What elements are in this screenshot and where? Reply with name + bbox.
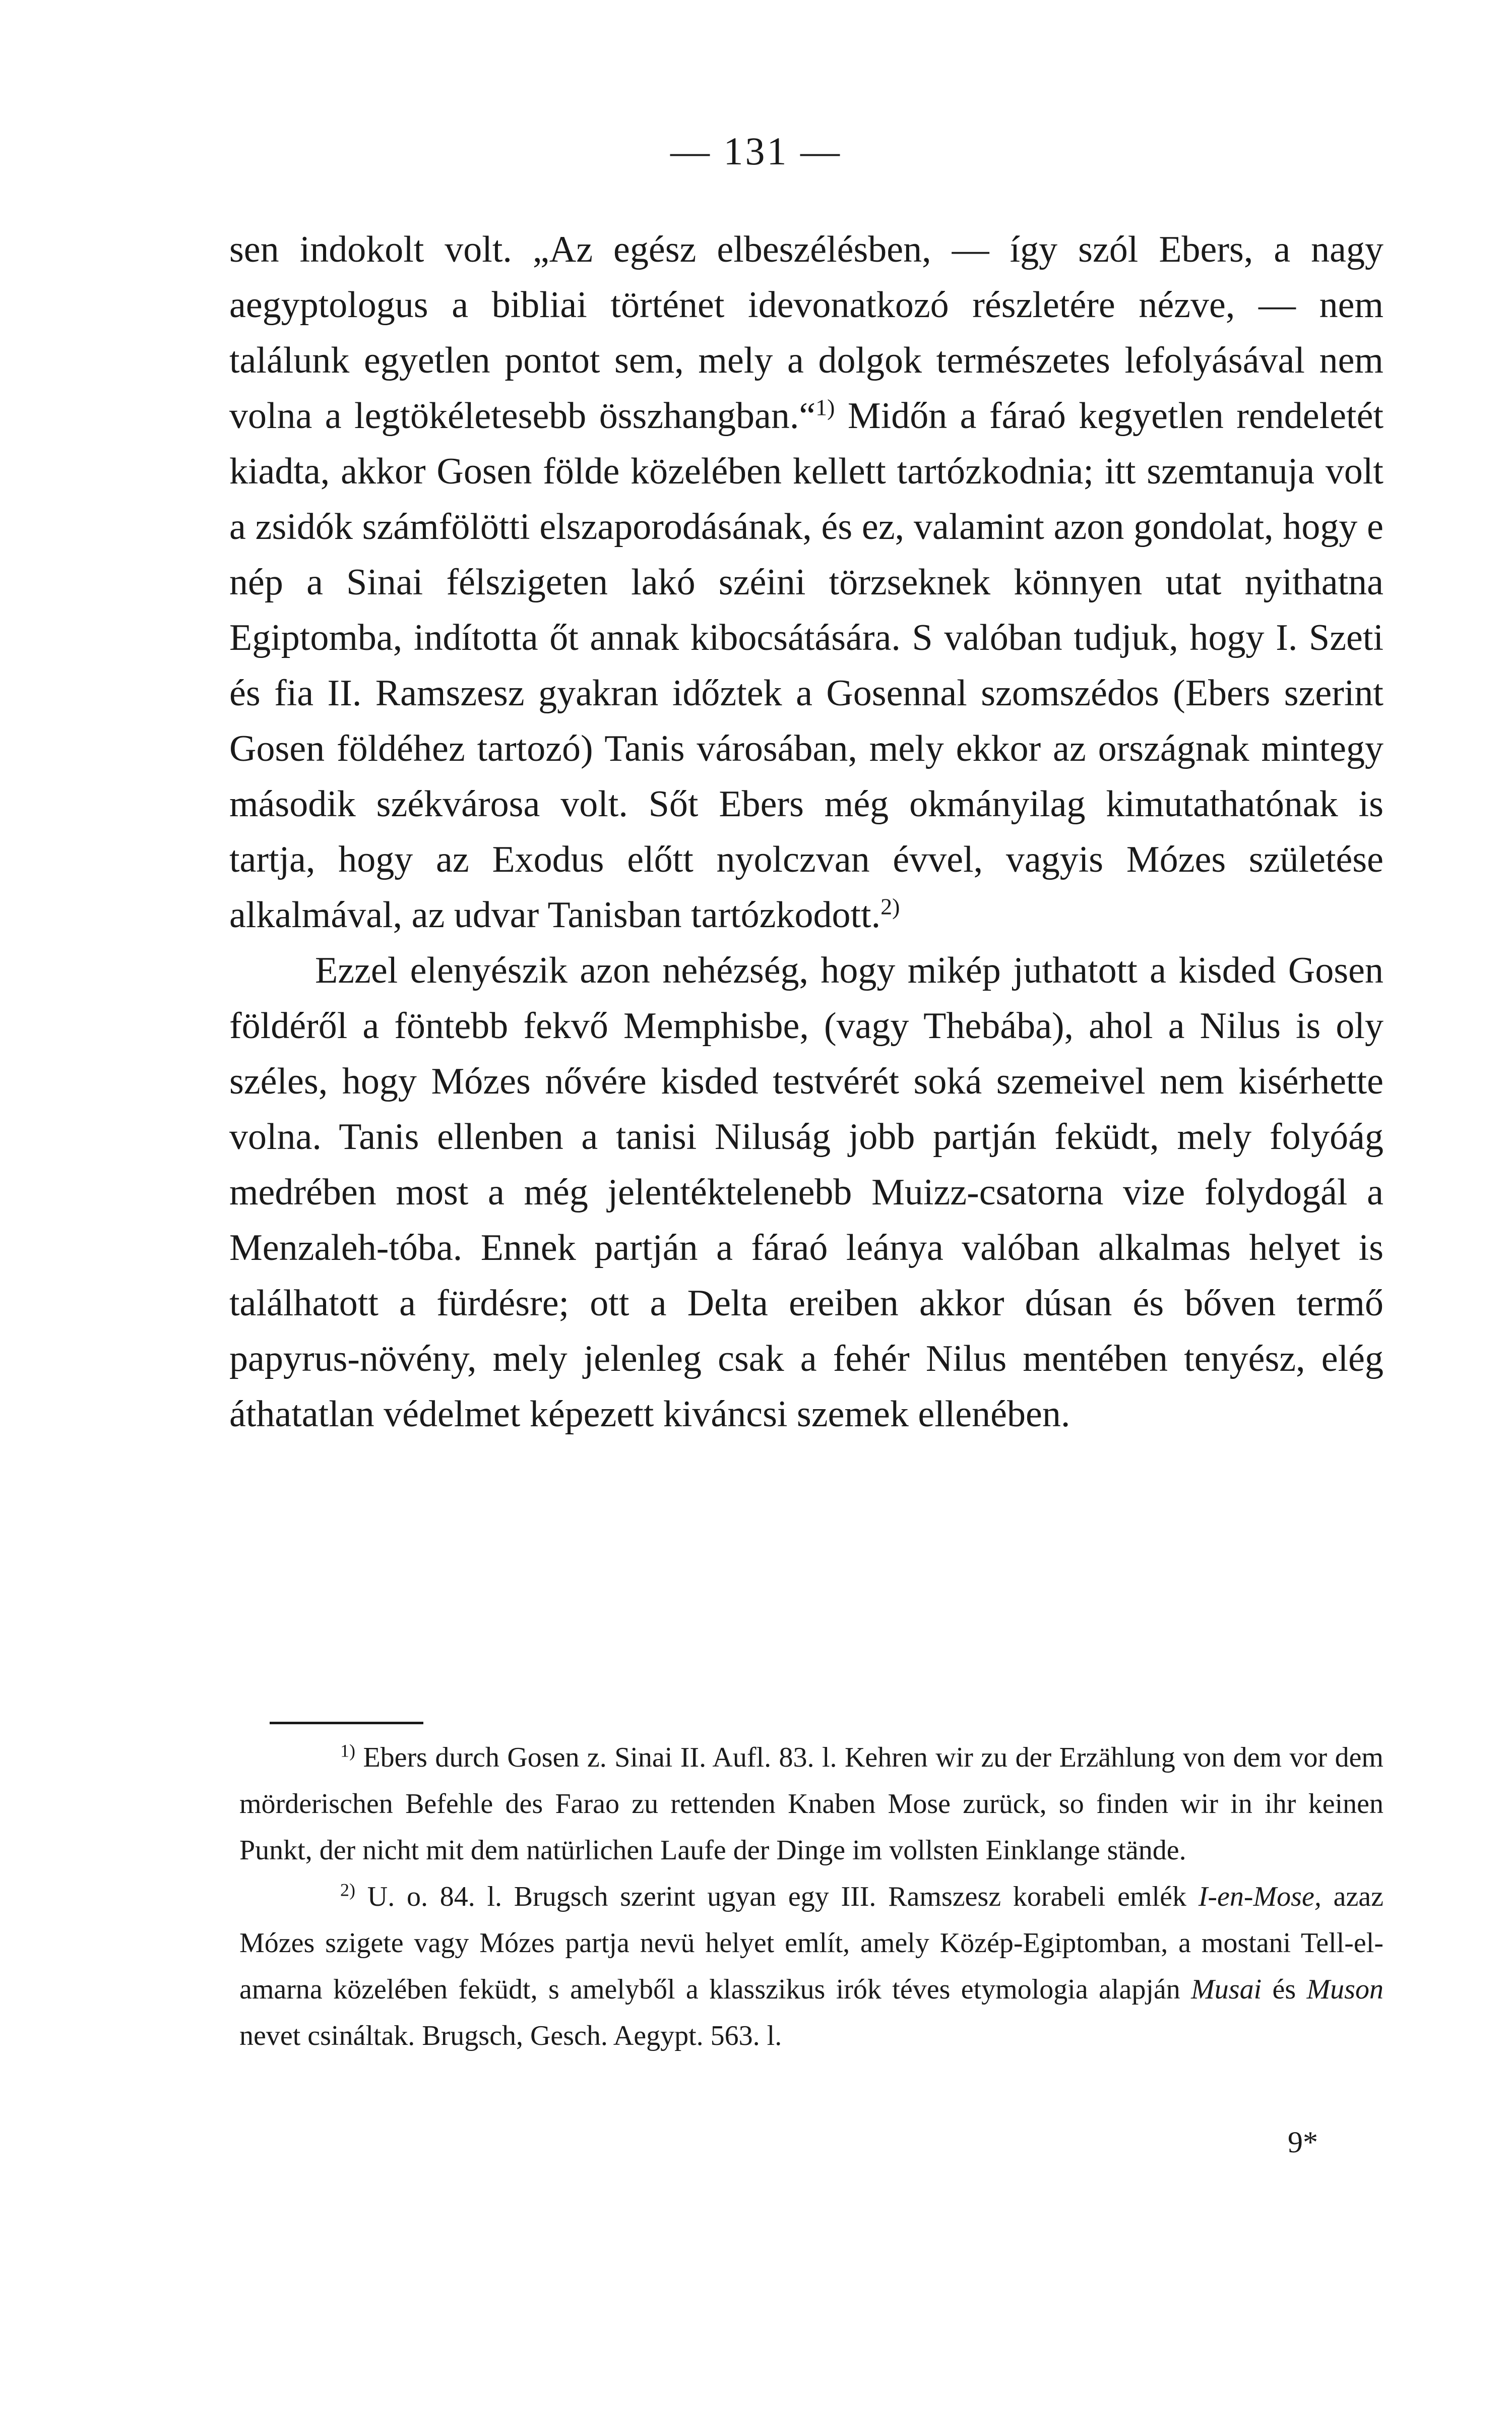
page-number: — 131 — xyxy=(670,129,842,173)
footnote-1-mark: 1) xyxy=(340,1740,355,1761)
signature-mark: 9* xyxy=(1288,2126,1318,2159)
main-text xyxy=(229,222,1383,1442)
footnote-2-mark: 2) xyxy=(340,1880,355,1900)
paragraph-1-part-a: sen indokolt volt. „Az egész elbeszélésben, — így szól Ebers, a nagy aegyptologus a bibliai történet idevonatkozó részletére nézve, — nem találunk egyetlen pontot sem, mely a dolgok természetes lefolyásával nem volna a legtökéletesebb összhangban.“ xyxy=(229,229,1383,437)
footnote-2-italic-a: I-en-Mose, xyxy=(1198,1881,1321,1912)
footnote-2-text-c: és xyxy=(1262,1974,1307,2005)
paragraph-2: Ezzel elenyészik azon nehézség, hogy mikép juthatott a kisded Gosen földéről a föntebb fekvő Memphisbe, (vagy Thebába), ahol a Nilus is oly széles, hogy Mózes nővére kisded testvérét soká szemeivel nem kisérhette volna. Tanis ellenben a tanisi Niluság jobb partján feküdt, mely folyóág medrében most a még jelentéktelenebb Muizz-csatorna vize folydogál a Menzaleh-tóba. Ennek partján a fáraó leánya valóban alkalmas helyet is találhatott a fürdésre; ott a Delta ereiben akkor dúsan és bőven termő papyrus-növény, mely jelenleg csak a fehér Nilus mentében tenyész, elég áthatatlan védelmet képezett kiváncsi szemek ellenében. xyxy=(229,950,1383,1435)
footnote-2-text-a: U. o. 84. l. Brugsch szerint ugyan egy III. Ramszesz korabeli emlék xyxy=(355,1881,1199,1912)
footnotes xyxy=(239,1734,1383,2059)
footnote-1 xyxy=(239,1734,1383,1873)
footnote-2-text-d: nevet csináltak. Brugsch, Gesch. Aegypt. 563. l. xyxy=(239,2020,782,2051)
paragraph-1 xyxy=(229,222,1383,943)
footnote-1-text: Ebers durch Gosen z. Sinai II. Aufl. 83. l. Kehren wir zu der Erzählung von dem vor dem mörderischen Befehle des Farao zu rettenden Knaben Mose zurück, so finden wir in ihr keinen Punkt, der nicht mit dem natürlichen Laufe der Dinge im vollsten Einklange stände. xyxy=(239,1742,1383,1866)
footnote-2-text-b: azaz Mózes szigete vagy Mózes partja nevü helyet említ, amely Közép-Egiptomban, a mostani Tell-el-amarna közelében feküdt, s amelyből a klasszikus irók téves etymologia alapján xyxy=(239,1881,1384,2005)
paragraph-1-part-b: Midőn a fáraó kegyetlen rendeletét kiadta, akkor Gosen földe közelében kellett tartózkodnia; itt szemtanuja volt a zsidók számfölötti elszaporodásának, és ez, valamint azon gondolat, hogy e nép a Sinai félszigeten lakó széini törzseknek könnyen utat nyithatna Egiptomba, indította őt annak kibocsátására. S valóban tudjuk, hogy I. Szeti és fia II. Ramszesz gyakran időztek a Gosennal szomszédos (Ebers szerint Gosen földéhez tartozó) Tanis városában, mely ekkor az országnak mintegy második székvárosa volt. Sőt Ebers még okmányilag kimutathatónak is tartja, hogy az Exodus előtt nyolczvan évvel, vagyis Mózes születése alkalmával, az udvar Tanisban tartózkodott. xyxy=(229,395,1384,936)
footnote-2-italic-b: Musai xyxy=(1191,1974,1262,2005)
footnote-divider xyxy=(270,1722,423,1724)
footnote-ref-2: 2) xyxy=(880,893,900,920)
footnote-ref-1: 1) xyxy=(815,394,835,420)
footnote-2 xyxy=(239,1873,1383,2059)
footnote-2-italic-c: Muson xyxy=(1306,1974,1383,2005)
